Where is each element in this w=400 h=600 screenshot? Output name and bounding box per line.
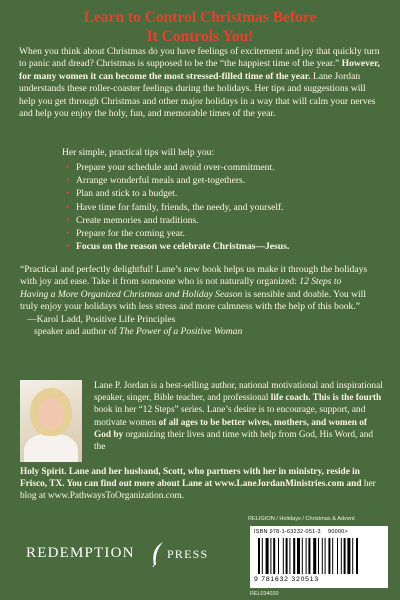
photo-body xyxy=(24,434,78,462)
barcode-bar xyxy=(325,538,326,574)
publisher-word-2: PRESS xyxy=(167,547,209,561)
barcode-bar xyxy=(318,538,319,574)
photo-face xyxy=(38,398,64,430)
barcode-bar xyxy=(313,538,316,574)
tips-list xyxy=(66,161,289,253)
barcode-bar xyxy=(273,538,275,574)
feather-quill-icon xyxy=(149,541,167,567)
barcode-bar xyxy=(286,538,288,574)
tip-item: • Plan and stick to a budget. xyxy=(66,187,289,200)
author-bio-continued xyxy=(20,466,384,503)
publisher-word-1: REDEMPTION xyxy=(26,545,135,561)
barcode-bar xyxy=(297,538,300,574)
bio-bold-1: life coach. This is the fourth xyxy=(270,393,382,404)
testimonial-author-credit xyxy=(20,326,368,338)
barcode-bar xyxy=(308,538,310,574)
tip-item: • Prepare your schedule and avoid over-commitment. xyxy=(66,161,289,174)
testimonial xyxy=(20,264,368,338)
bio-part-3: organizing their lives and time with help from God, His Word, and the xyxy=(94,429,374,453)
tip-item: • Create memories and traditions. xyxy=(66,214,289,227)
isbn-barcode xyxy=(250,526,388,588)
testimonial-author: —Karol Ladd, Positive Life Principles xyxy=(27,313,176,325)
author-photo xyxy=(20,380,82,462)
barcode-bar xyxy=(262,538,263,574)
barcode-bars xyxy=(258,538,382,574)
headline-line-1: Learn to Control Christmas Before xyxy=(83,9,317,26)
bio-bold-2: of all ages to be better wives, mothers, and women of God by xyxy=(94,417,368,440)
barcode-bar xyxy=(337,538,338,574)
barcode-bar xyxy=(289,538,290,574)
barcode-bar xyxy=(341,538,342,574)
category-label: RELIGION / Holidays / Christmas & Advent xyxy=(248,516,355,522)
barcode-bar xyxy=(344,538,346,574)
quote-part-a: “Practical and perfectly delightful! Lane’s new book helps us make it through the holidays with joy and ease. Take it from someone who is not naturally organized: xyxy=(20,264,368,288)
headline-line-2: It Controls You! xyxy=(146,28,254,45)
bio-part-4: Holy Spirit. Lane and her husband, Scott, who partners with her in ministry, reside in Frisco, TX. You can find out more about Lane at www.LaneJordanMinistries.com and xyxy=(20,467,362,490)
barcode-bar xyxy=(356,538,358,574)
bio-part-1: Lane P. Jordan is a best-selling author, national motivational and inspirational speaker, singer, Bible teacher, and professional xyxy=(94,381,383,404)
barcode-bar xyxy=(266,538,269,574)
author-credit-title: The Power of a Positive Woman xyxy=(119,326,243,338)
tip-item: • Prepare for the coming year. xyxy=(66,227,289,240)
barcode-bar xyxy=(332,538,333,574)
barcode-bar xyxy=(293,538,295,574)
bio-part-2: book in her “12 Steps” series. Lane’s desire is to encourage, support, and motivate women xyxy=(94,405,366,428)
barcode-bar xyxy=(352,538,353,574)
barcode-bar xyxy=(278,538,279,574)
barcode-bar xyxy=(283,538,284,574)
barcode-bar xyxy=(306,538,307,574)
intro-text-2: Lane Jordan understands these roller-coaster feelings during the holidays. Her tips and suggestions will help you get through Christmas and other major holidays in a way that will calm your nerves and help you enjoy the holy, fun, and memorable times of the year. xyxy=(19,70,376,120)
headline xyxy=(0,8,400,46)
intro-text-1: When you think about Christmas do you have feelings of excitement and joy that quickly turn to panic and dread? Christmas is supposed to be the “the happiest time of the year.” xyxy=(19,46,380,70)
isbn-number: 9 781632 320513 xyxy=(254,576,319,583)
isbn-text: ISBN 978-1-63232-051-3 xyxy=(254,529,321,535)
barcode-bar xyxy=(347,538,350,574)
bio-part-5: her blog at www.PathwaysToOrganization.com. xyxy=(20,479,376,502)
reference-code: REL034020 xyxy=(250,591,279,597)
tips-intro: Her simple, practical tips will help you: xyxy=(62,147,215,158)
barcode-bar xyxy=(302,538,303,574)
tip-item: • Arrange wonderful meals and get-togethers. xyxy=(66,174,289,187)
author-bio xyxy=(94,380,384,453)
intro-bold: However, for many women it can become the most stressed-filled time of the year. xyxy=(19,58,380,82)
quote-part-b: is sensible and doable. You will truly enjoy your holidays with less stress and more calmness with the help of this book.” xyxy=(20,288,366,313)
tip-item-focus: • Focus on the reason we celebrate Christmas—Jesus. xyxy=(66,240,289,253)
tip-item: • Have time for family, friends, the needy, and yourself. xyxy=(66,201,289,214)
quote-book-title: 12 Steps to Having a More Organized Christmas and Holiday Season xyxy=(20,276,342,300)
barcode-bar xyxy=(270,538,271,574)
barcode-bar xyxy=(322,538,323,574)
price-code: 90000> xyxy=(328,529,348,535)
barcode-bar xyxy=(328,538,330,574)
intro-paragraph xyxy=(19,46,383,120)
author-credit-prefix: speaker and author of xyxy=(34,326,120,338)
publisher-logo xyxy=(26,541,222,567)
barcode-bar xyxy=(258,538,260,574)
isbn-top-label xyxy=(254,529,348,535)
